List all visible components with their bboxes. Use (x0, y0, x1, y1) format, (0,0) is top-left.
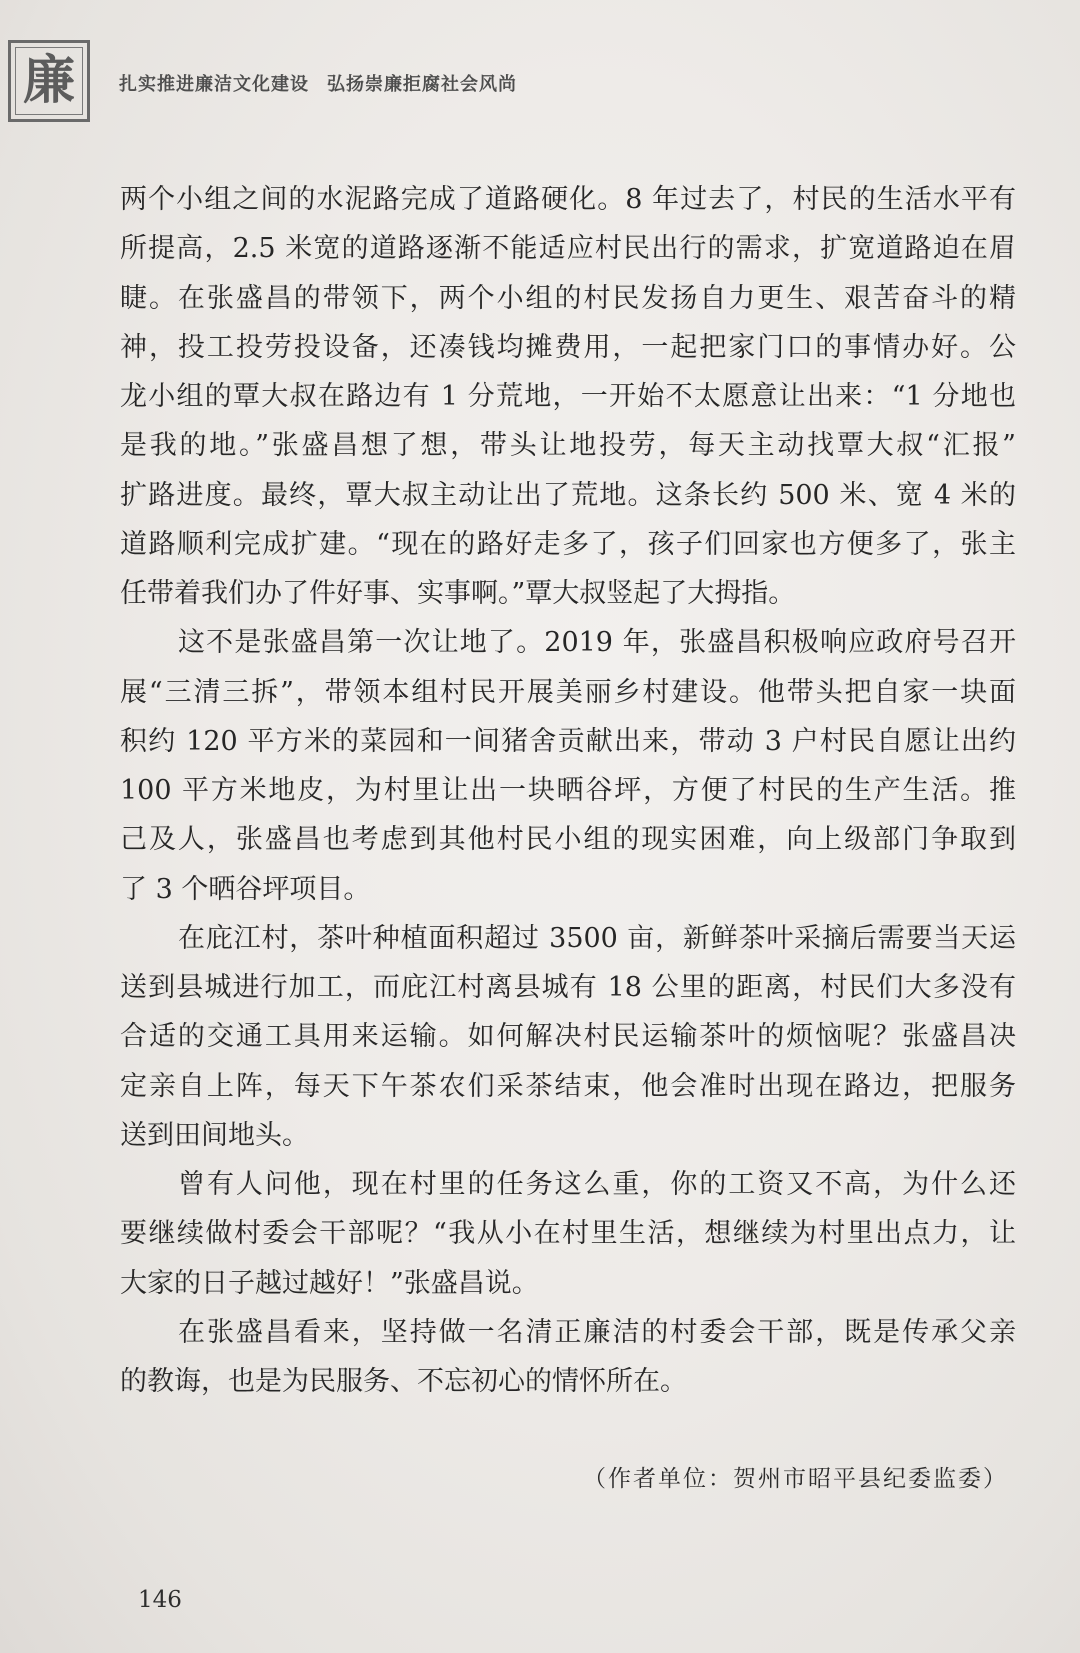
text-line: 道路顺利完成扩建。“现在的路好走多了，孩子们回家也方便多了，张主 (120, 528, 1016, 560)
text-line: 曾有人问他，现在村里的任务这么重，你的工资又不高，为什么还 (178, 1169, 1016, 1200)
paragraph-2 (120, 618, 1016, 914)
text-line: 合适的交通工具用来运输。如何解决村民运输茶叶的烦恼呢？张盛昌决 (120, 1021, 1016, 1053)
text-line: 是我的地。”张盛昌想了想，带头让地投劳，每天主动找覃大叔“汇报” (120, 430, 1016, 462)
text-line: 在张盛昌看来，坚持做一名清正廉洁的村委会干部，既是传承父亲 (178, 1316, 1016, 1348)
body-text (120, 175, 1016, 1406)
page-number: 146 (138, 1587, 182, 1613)
author-affiliation: （作者单位：贺州市昭平县纪委监委） (583, 1466, 1008, 1492)
running-header (119, 70, 517, 96)
text-line: 定亲自上阵，每天下午茶农们采茶结束，他会准时出现在路边，把服务 (120, 1070, 1016, 1102)
text-line: 龙小组的覃大叔在路边有 1 分荒地，一开始不太愿意让出来：“1 分地也 (120, 381, 1016, 412)
text-line: 这不是张盛昌第一次让地了。2019 年，张盛昌积极响应政府号召开 (178, 627, 1016, 659)
text-line: 扩路进度。最终，覃大叔主动让出了荒地。这条长约 500 米、宽 4 米的 (120, 479, 1016, 511)
text-line: 在庇江村，茶叶种植面积超过 3500 亩，新鲜茶叶采摘后需要当天运 (178, 922, 1016, 954)
text-line: 己及人，张盛昌也考虑到其他村民小组的现实困难，向上级部门争取到 (120, 824, 1016, 856)
text-line: 神，投工投劳投设备，还凑钱均摊费用，一起把家门口的事情办好。公 (120, 331, 1016, 363)
text-line: 送到田间地头。 (120, 1119, 309, 1151)
text-line: 所提高，2.5 米宽的道路逐渐不能适应村民出行的需求，扩宽道路迫在眉 (120, 233, 1016, 265)
running-header-part-2: 弘扬崇廉拒腐社会风尚 (327, 74, 517, 95)
text-line: 两个小组之间的水泥路完成了道路硬化。8 年过去了，村民的生活水平有 (120, 184, 1016, 215)
seal-logo (8, 40, 90, 122)
paragraph-4 (120, 1160, 1016, 1308)
text-line: 积约 120 平方米的菜园和一间猪舍贡献出来，带动 3 户村民自愿让出约 (120, 725, 1016, 757)
running-header-part-1: 扎实推进廉洁文化建设 (119, 74, 309, 95)
text-line: 任带着我们办了件好事、实事啊。”覃大叔竖起了大拇指。 (120, 578, 796, 609)
text-line: 要继续做村委会干部呢？“我从小在村里生活，想继续为村里出点力，让 (120, 1218, 1016, 1250)
text-line: 的教诲，也是为民服务、不忘初心的情怀所在。 (120, 1366, 687, 1397)
seal-character: 廉 (22, 50, 75, 111)
paragraph-1 (120, 175, 1016, 618)
text-line: 展“三清三拆”，带领本组村民开展美丽乡村建设。他带头把自家一块面 (120, 676, 1016, 708)
text-line: 了 3 个晒谷坪项目。 (120, 873, 371, 905)
seal-frame (15, 47, 83, 115)
text-line: 送到县城进行加工，而庇江村离县城有 18 公里的距离，村民们大多没有 (120, 972, 1016, 1003)
paragraph-3 (120, 914, 1016, 1160)
paragraph-5 (120, 1308, 1016, 1407)
text-line: 睫。在张盛昌的带领下，两个小组的村民发扬自力更生、艰苦奋斗的精 (120, 282, 1016, 314)
text-line: 大家的日子越过越好！”张盛昌说。 (120, 1267, 539, 1299)
text-line: 100 平方米地皮，为村里让出一块晒谷坪，方便了村民的生产生活。推 (120, 775, 1016, 806)
